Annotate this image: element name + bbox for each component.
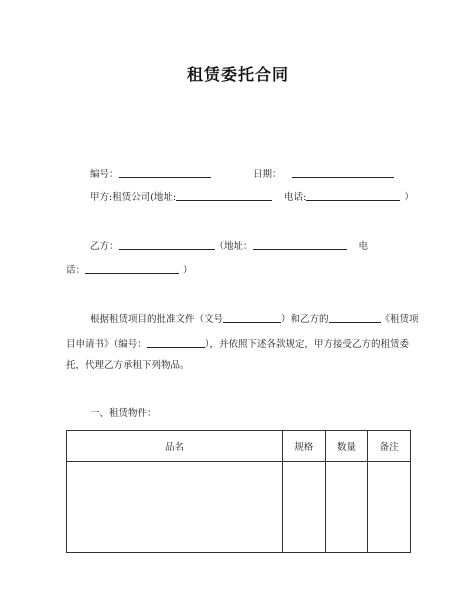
date-line xyxy=(253,166,394,181)
number-label: 编号： xyxy=(90,169,119,180)
date-label: 日期： xyxy=(253,169,282,180)
cell-quantity xyxy=(325,462,368,553)
number-line xyxy=(90,166,211,181)
paragraph-text: 目申请书》（编号： xyxy=(66,339,147,350)
paragraph-text: 《租赁项 xyxy=(380,314,419,325)
party-b-project-blank xyxy=(329,312,381,323)
party-b-line-2 xyxy=(66,262,193,277)
paragraph-line-3 xyxy=(66,360,190,372)
party-a-prefix: 甲方:租赁公司(地址: xyxy=(90,192,177,203)
section-heading: 一、租赁物件： xyxy=(90,408,157,419)
date-blank xyxy=(292,167,394,178)
rental-items-table xyxy=(66,430,411,553)
paragraph-line-2 xyxy=(66,336,409,351)
party-a-phone-blank xyxy=(306,190,400,201)
party-b-close: ） xyxy=(183,265,193,276)
party-b-phone-blank xyxy=(85,263,179,274)
cell-item-name xyxy=(67,462,283,553)
application-number-blank xyxy=(147,337,205,348)
document-title: 租赁委托合同 xyxy=(186,65,289,84)
table-header-row xyxy=(67,431,411,462)
cell-spec xyxy=(282,462,325,553)
party-b-prefix: 乙方： xyxy=(90,241,119,252)
paragraph-line-1 xyxy=(90,311,419,326)
party-a-close: ） xyxy=(404,192,414,203)
party-a-phone-label: 电话: xyxy=(284,192,307,203)
document-number-blank xyxy=(223,312,281,323)
paragraph-text: 托，代理乙方承租下列物品。 xyxy=(66,360,190,371)
party-a-line xyxy=(90,189,414,204)
header-remarks: 备注 xyxy=(368,431,411,462)
table-row xyxy=(67,462,411,553)
party-b-address-blank xyxy=(253,239,347,250)
header-item-name: 品名 xyxy=(67,431,283,462)
paragraph-text: ）和乙方的 xyxy=(281,314,329,325)
header-spec: 规格 xyxy=(282,431,325,462)
party-b-address-label: （地址： xyxy=(214,241,253,252)
party-a-address-blank xyxy=(176,190,272,201)
paragraph-text: ），并依照下述各款规定，甲方接受乙方的租赁委 xyxy=(204,339,410,350)
party-b-phone-label-part1: 电 xyxy=(358,241,369,252)
paragraph-text: 根据租赁项目的批准文件（文号 xyxy=(90,314,224,325)
header-quantity: 数量 xyxy=(325,431,368,462)
party-b-phone-label-part2: 话： xyxy=(66,265,86,276)
number-blank xyxy=(119,167,211,178)
party-b-line xyxy=(90,238,368,253)
cell-remarks xyxy=(368,462,411,553)
party-b-name-blank xyxy=(119,239,215,250)
